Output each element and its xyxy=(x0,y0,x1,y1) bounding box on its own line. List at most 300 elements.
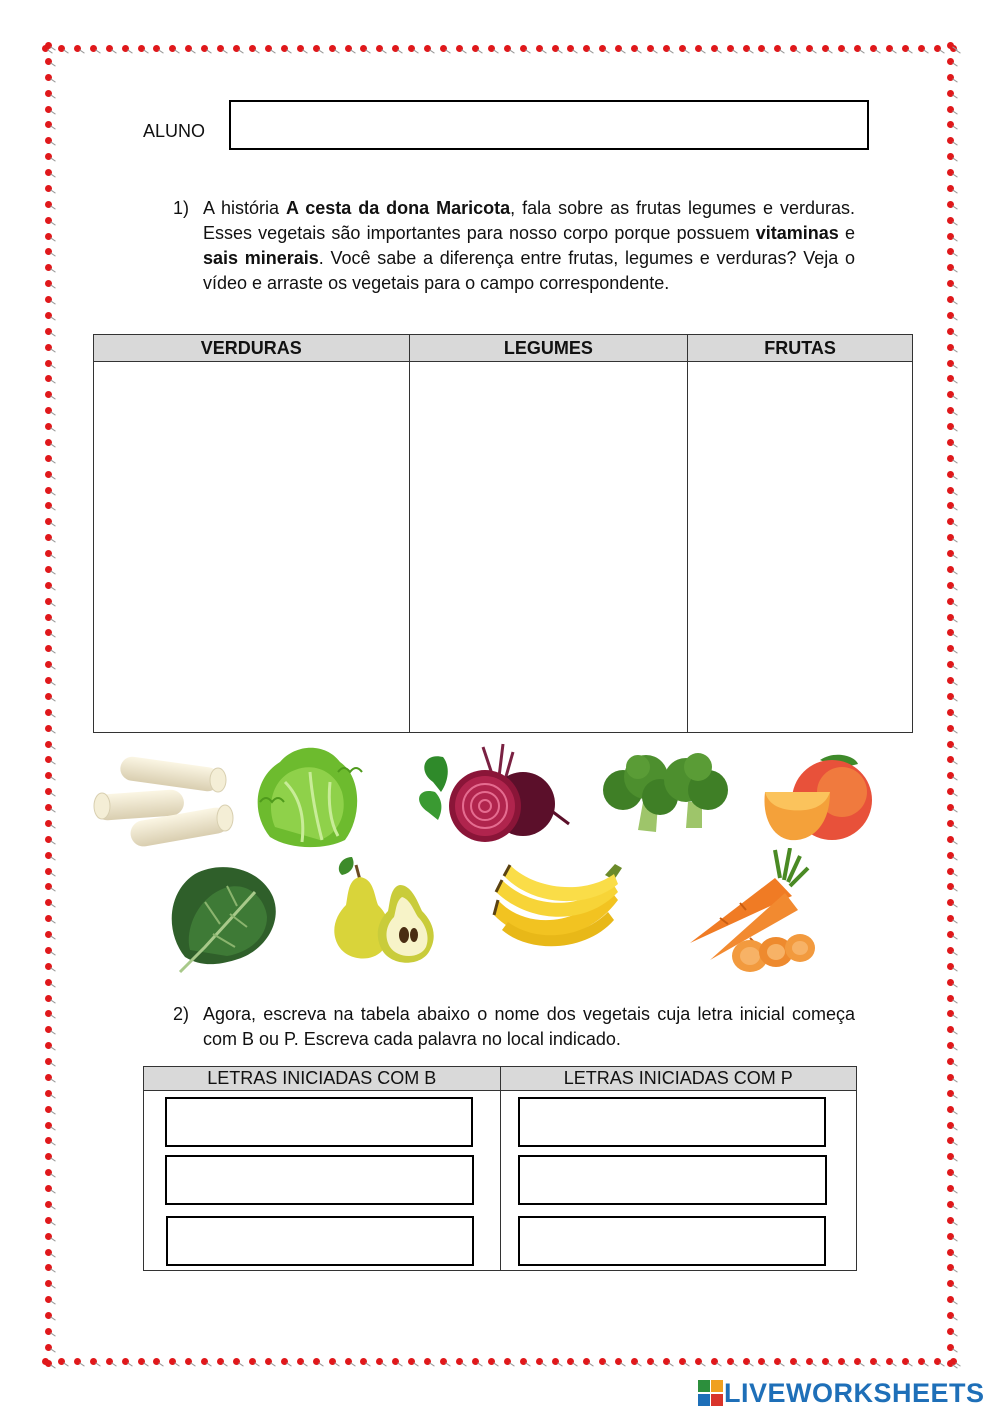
border-dot xyxy=(45,264,52,271)
border-dot xyxy=(185,45,192,52)
border-dot xyxy=(504,1358,511,1365)
border-dot xyxy=(45,312,52,319)
border-dot xyxy=(947,1264,954,1271)
border-dot xyxy=(90,45,97,52)
border-dot xyxy=(106,45,113,52)
kale-image[interactable] xyxy=(165,862,280,978)
border-dot xyxy=(947,931,954,938)
border-dot xyxy=(870,1358,877,1365)
border-dot xyxy=(45,693,52,700)
border-dot xyxy=(743,45,750,52)
border-dot xyxy=(947,1217,954,1224)
answer-field-p-1[interactable] xyxy=(518,1097,826,1147)
border-dot xyxy=(947,852,954,859)
border-dot xyxy=(424,45,431,52)
border-dot xyxy=(217,45,224,52)
border-dot xyxy=(233,45,240,52)
border-dot xyxy=(647,45,654,52)
border-dot xyxy=(297,45,304,52)
answer-field-b-3[interactable] xyxy=(166,1216,474,1266)
page-border-right xyxy=(944,42,956,1367)
border-dot xyxy=(947,58,954,65)
border-dot xyxy=(854,45,861,52)
border-dot xyxy=(743,1358,750,1365)
border-dot xyxy=(45,1090,52,1097)
answer-field-b-2[interactable] xyxy=(165,1155,474,1205)
border-dot xyxy=(153,45,160,52)
border-dot xyxy=(947,868,954,875)
border-dot xyxy=(947,1312,954,1319)
border-dot xyxy=(695,1358,702,1365)
border-dot xyxy=(360,45,367,52)
border-dot xyxy=(947,1249,954,1256)
border-dot xyxy=(456,45,463,52)
border-dot xyxy=(552,1358,559,1365)
border-dot xyxy=(45,233,52,240)
border-dot xyxy=(947,1074,954,1081)
border-dot xyxy=(45,1026,52,1033)
border-dot xyxy=(758,45,765,52)
student-label: ALUNO xyxy=(143,121,206,141)
border-dot xyxy=(947,1026,954,1033)
header-frutas: FRUTAS xyxy=(688,335,913,362)
border-dot xyxy=(947,74,954,81)
border-dot xyxy=(536,1358,543,1365)
peach-image[interactable] xyxy=(760,752,872,844)
border-dot xyxy=(806,1358,813,1365)
column-letters-p xyxy=(500,1091,857,1271)
border-dot xyxy=(947,899,954,906)
border-dot xyxy=(947,820,954,827)
border-dot xyxy=(74,1358,81,1365)
border-dot xyxy=(45,502,52,509)
border-dot xyxy=(947,1360,954,1367)
border-dot xyxy=(488,45,495,52)
answer-field-p-3[interactable] xyxy=(518,1216,826,1266)
border-dot xyxy=(947,772,954,779)
border-dot xyxy=(947,915,954,922)
border-dot xyxy=(520,1358,527,1365)
answer-field-b-1[interactable] xyxy=(165,1097,473,1147)
border-dot xyxy=(45,1153,52,1160)
border-dot xyxy=(45,439,52,446)
border-dot xyxy=(947,756,954,763)
border-dot xyxy=(313,1358,320,1365)
border-dot xyxy=(217,1358,224,1365)
header-verduras: VERDURAS xyxy=(94,335,410,362)
border-dot xyxy=(45,407,52,414)
border-dot xyxy=(947,1280,954,1287)
border-dot xyxy=(45,852,52,859)
question-2 xyxy=(173,1002,858,1052)
border-dot xyxy=(886,1358,893,1365)
border-dot xyxy=(45,1328,52,1335)
border-dot xyxy=(376,1358,383,1365)
border-dot xyxy=(947,328,954,335)
liveworksheets-logo-text: LIVEWORKSHEETS xyxy=(724,1378,985,1408)
border-dot xyxy=(947,804,954,811)
border-dot xyxy=(281,1358,288,1365)
liveworksheets-logo[interactable] xyxy=(698,1378,985,1409)
border-dot xyxy=(567,45,574,52)
border-dot xyxy=(947,90,954,97)
border-dot xyxy=(45,598,52,605)
border-dot xyxy=(947,391,954,398)
border-dot xyxy=(947,248,954,255)
border-dot xyxy=(45,248,52,255)
border-dot xyxy=(45,1010,52,1017)
border-dot xyxy=(45,153,52,160)
border-dot xyxy=(631,45,638,52)
header-letters-p: LETRAS INICIADAS COM P xyxy=(500,1067,857,1091)
border-dot xyxy=(45,42,52,49)
border-dot xyxy=(947,1201,954,1208)
border-dot xyxy=(583,1358,590,1365)
border-dot xyxy=(758,1358,765,1365)
broccoli-image[interactable] xyxy=(598,752,731,834)
border-dot xyxy=(947,360,954,367)
sorting-table xyxy=(93,334,913,733)
border-dot xyxy=(947,1169,954,1176)
border-dot xyxy=(45,106,52,113)
border-dot xyxy=(45,455,52,462)
border-dot xyxy=(345,1358,352,1365)
question-2-number: 2) xyxy=(173,1004,190,1024)
border-dot xyxy=(947,153,954,160)
border-dot xyxy=(138,1358,145,1365)
question-1-text-part: e xyxy=(838,223,855,243)
question-1-number: 1) xyxy=(173,198,190,218)
border-dot xyxy=(45,328,52,335)
border-dot xyxy=(45,121,52,128)
border-dot xyxy=(615,1358,622,1365)
border-dot xyxy=(902,1358,909,1365)
border-dot xyxy=(947,614,954,621)
border-dot xyxy=(249,1358,256,1365)
border-dot xyxy=(90,1358,97,1365)
border-dot xyxy=(947,1122,954,1129)
pear-image[interactable] xyxy=(330,855,435,968)
border-dot xyxy=(45,868,52,875)
border-dot xyxy=(169,45,176,52)
border-dot xyxy=(138,45,145,52)
border-dot xyxy=(313,45,320,52)
border-dot xyxy=(440,1358,447,1365)
border-dot xyxy=(934,1358,941,1365)
border-dot xyxy=(45,947,52,954)
border-dot xyxy=(58,1358,65,1365)
border-dot xyxy=(45,375,52,382)
border-dot xyxy=(947,121,954,128)
carrot-image[interactable] xyxy=(680,848,818,978)
border-dot xyxy=(45,1264,52,1271)
border-dot xyxy=(360,1358,367,1365)
border-dot xyxy=(711,1358,718,1365)
question-1-text-part: sais minerais xyxy=(203,248,319,268)
border-dot xyxy=(201,1358,208,1365)
header-letters-b: LETRAS INICIADAS COM B xyxy=(144,1067,501,1091)
border-dot xyxy=(947,1137,954,1144)
border-dot xyxy=(790,45,797,52)
border-dot xyxy=(631,1358,638,1365)
border-dot xyxy=(233,1358,240,1365)
border-dot xyxy=(679,1358,686,1365)
border-dot xyxy=(947,185,954,192)
border-dot xyxy=(947,455,954,462)
border-dot xyxy=(947,106,954,113)
answer-field-p-2[interactable] xyxy=(518,1155,827,1205)
border-dot xyxy=(45,169,52,176)
border-dot xyxy=(947,709,954,716)
border-dot xyxy=(472,1358,479,1365)
border-dot xyxy=(615,45,622,52)
border-dot xyxy=(408,45,415,52)
border-dot xyxy=(947,1233,954,1240)
border-dot xyxy=(711,45,718,52)
border-dot xyxy=(329,45,336,52)
border-dot xyxy=(45,629,52,636)
border-dot xyxy=(947,375,954,382)
border-dot xyxy=(45,915,52,922)
border-dot xyxy=(456,1358,463,1365)
border-dot xyxy=(45,296,52,303)
border-dot xyxy=(520,45,527,52)
palm-heart-image[interactable] xyxy=(92,752,237,848)
beet-image[interactable] xyxy=(413,742,571,848)
border-dot xyxy=(947,677,954,684)
border-dot xyxy=(45,963,52,970)
border-dot xyxy=(947,280,954,287)
border-dot xyxy=(947,407,954,414)
border-dot xyxy=(854,1358,861,1365)
border-dot xyxy=(45,709,52,716)
border-dot xyxy=(392,1358,399,1365)
border-dot xyxy=(947,217,954,224)
border-dot xyxy=(727,1358,734,1365)
border-dot xyxy=(45,1122,52,1129)
border-dot xyxy=(45,614,52,621)
border-dot xyxy=(45,1280,52,1287)
border-dot xyxy=(45,423,52,430)
border-dot xyxy=(185,1358,192,1365)
border-dot xyxy=(45,979,52,986)
border-dot xyxy=(45,391,52,398)
border-dot xyxy=(45,185,52,192)
border-dot xyxy=(45,1360,52,1367)
border-dot xyxy=(790,1358,797,1365)
border-dot xyxy=(345,45,352,52)
page-border-left xyxy=(42,42,54,1367)
border-dot xyxy=(45,1201,52,1208)
border-dot xyxy=(947,1344,954,1351)
border-dot xyxy=(679,45,686,52)
border-dot xyxy=(45,820,52,827)
border-dot xyxy=(870,45,877,52)
border-dot xyxy=(774,1358,781,1365)
border-dot xyxy=(329,1358,336,1365)
border-dot xyxy=(376,45,383,52)
border-dot xyxy=(947,1042,954,1049)
border-dot xyxy=(45,344,52,351)
border-dot xyxy=(727,45,734,52)
border-dot xyxy=(947,550,954,557)
border-dot xyxy=(947,502,954,509)
border-dot xyxy=(45,756,52,763)
border-dot xyxy=(45,137,52,144)
border-dot xyxy=(153,1358,160,1365)
border-dot xyxy=(45,518,52,525)
border-dot xyxy=(663,45,670,52)
liveworksheets-logo-icon xyxy=(698,1380,724,1408)
border-dot xyxy=(265,1358,272,1365)
border-dot xyxy=(886,45,893,52)
border-dot xyxy=(947,979,954,986)
question-1-text-part: , fala sobre as frutas legumes e verduras. Esses vegetais são importantes para nosso corpo porque possuem xyxy=(203,198,855,243)
border-dot xyxy=(45,883,52,890)
border-dot xyxy=(45,677,52,684)
border-dot xyxy=(45,1217,52,1224)
border-dot xyxy=(249,45,256,52)
lettuce-image[interactable] xyxy=(250,742,365,850)
border-dot xyxy=(45,788,52,795)
border-dot xyxy=(45,1058,52,1065)
question-1-text-part: vitaminas xyxy=(755,223,839,243)
border-dot xyxy=(947,1058,954,1065)
border-dot xyxy=(647,1358,654,1365)
border-dot xyxy=(947,423,954,430)
border-dot xyxy=(424,1358,431,1365)
border-dot xyxy=(567,1358,574,1365)
border-dot xyxy=(947,312,954,319)
border-dot xyxy=(552,45,559,52)
border-dot xyxy=(947,1153,954,1160)
border-dot xyxy=(599,45,606,52)
border-dot xyxy=(122,45,129,52)
border-dot xyxy=(265,45,272,52)
border-dot xyxy=(45,995,52,1002)
border-dot xyxy=(45,1042,52,1049)
border-dot xyxy=(488,1358,495,1365)
border-dot xyxy=(45,1137,52,1144)
border-dot xyxy=(822,1358,829,1365)
border-dot xyxy=(947,836,954,843)
border-dot xyxy=(947,1328,954,1335)
question-1-text xyxy=(203,196,855,296)
border-dot xyxy=(947,42,954,49)
border-dot xyxy=(947,582,954,589)
border-dot xyxy=(947,883,954,890)
border-dot xyxy=(45,582,52,589)
border-dot xyxy=(774,45,781,52)
border-dot xyxy=(45,1106,52,1113)
border-dot xyxy=(45,58,52,65)
border-dot xyxy=(947,645,954,652)
border-dot xyxy=(45,661,52,668)
banana-image[interactable] xyxy=(490,860,628,952)
border-dot xyxy=(106,1358,113,1365)
border-dot xyxy=(947,487,954,494)
border-dot xyxy=(947,995,954,1002)
border-dot xyxy=(947,566,954,573)
border-dot xyxy=(947,534,954,541)
drop-zone-frutas[interactable] xyxy=(688,362,913,733)
border-dot xyxy=(947,169,954,176)
border-dot xyxy=(45,550,52,557)
border-dot xyxy=(45,360,52,367)
border-dot xyxy=(45,201,52,208)
border-dot xyxy=(45,1296,52,1303)
border-dot xyxy=(45,899,52,906)
border-dot xyxy=(45,1312,52,1319)
border-dot xyxy=(45,1185,52,1192)
border-dot xyxy=(45,836,52,843)
border-dot xyxy=(947,725,954,732)
border-dot xyxy=(947,1185,954,1192)
border-dot xyxy=(947,788,954,795)
border-dot xyxy=(74,45,81,52)
column-letters-b xyxy=(144,1091,501,1271)
border-dot xyxy=(947,598,954,605)
page-border-bottom xyxy=(42,1355,957,1367)
border-dot xyxy=(45,471,52,478)
border-dot xyxy=(599,1358,606,1365)
border-dot xyxy=(504,45,511,52)
border-dot xyxy=(947,741,954,748)
border-dot xyxy=(45,534,52,541)
border-dot xyxy=(392,45,399,52)
border-dot xyxy=(947,471,954,478)
border-dot xyxy=(947,1090,954,1097)
border-dot xyxy=(947,1296,954,1303)
border-dot xyxy=(45,645,52,652)
border-dot xyxy=(947,947,954,954)
border-dot xyxy=(472,45,479,52)
border-dot xyxy=(918,45,925,52)
border-dot xyxy=(947,344,954,351)
border-dot xyxy=(45,931,52,938)
drop-zone-verduras[interactable] xyxy=(94,362,410,733)
border-dot xyxy=(45,566,52,573)
border-dot xyxy=(583,45,590,52)
question-2-text: Agora, escreva na tabela abaixo o nome dos vegetais cuja letra inicial começa com B ou P. Escreva cada palavra no local indicado. xyxy=(203,1004,855,1049)
border-dot xyxy=(45,1233,52,1240)
border-dot xyxy=(934,45,941,52)
question-1-text-part: A história xyxy=(203,198,286,218)
border-dot xyxy=(45,74,52,81)
border-dot xyxy=(45,280,52,287)
border-dot xyxy=(45,1344,52,1351)
border-dot xyxy=(947,296,954,303)
drop-zone-legumes[interactable] xyxy=(409,362,688,733)
border-dot xyxy=(201,45,208,52)
border-dot xyxy=(45,1074,52,1081)
border-dot xyxy=(838,1358,845,1365)
border-dot xyxy=(695,45,702,52)
border-dot xyxy=(663,1358,670,1365)
border-dot xyxy=(169,1358,176,1365)
question-1 xyxy=(173,196,858,321)
border-dot xyxy=(947,439,954,446)
border-dot xyxy=(947,963,954,970)
border-dot xyxy=(947,233,954,240)
student-name-field[interactable] xyxy=(229,100,869,150)
border-dot xyxy=(947,137,954,144)
border-dot xyxy=(440,45,447,52)
border-dot xyxy=(45,487,52,494)
question-1-text-part: . Você sabe a diferença entre frutas, legumes e verduras? Veja o vídeo e arraste os vegetais para o campo correspondente. xyxy=(203,248,855,293)
border-dot xyxy=(408,1358,415,1365)
border-dot xyxy=(947,661,954,668)
